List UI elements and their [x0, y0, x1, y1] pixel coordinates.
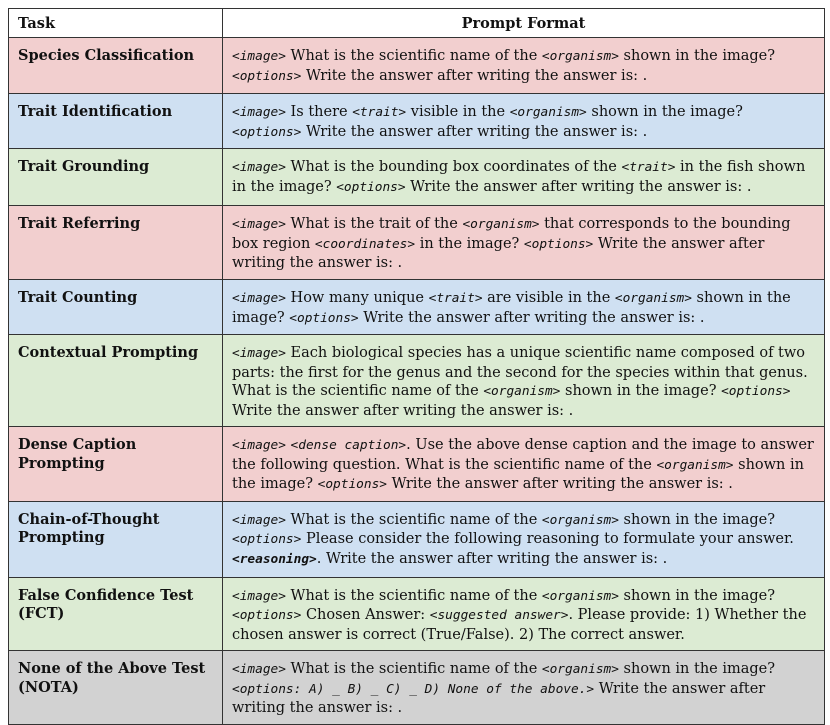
prompt-text: Write the answer after writing the answer is: . [232, 235, 765, 271]
prompt-template [223, 651, 825, 725]
prompt-text: What is the scientific name of the [285, 48, 542, 64]
placeholder-token: <organism> [483, 384, 561, 399]
placeholder-token: <trait> [428, 291, 483, 306]
table-row [9, 280, 825, 335]
task-name: Contextual Prompting [9, 335, 223, 427]
prompt-text: Write the answer after writing the answer is: . [358, 309, 705, 326]
table-header-row [9, 9, 825, 38]
prompt-text: are visible in the [482, 290, 615, 306]
prompt-template [223, 280, 825, 335]
placeholder-token: <options> [317, 477, 387, 492]
prompt-text: shown in the image? [618, 48, 776, 64]
prompt-text: . Use the above dense caption and the image to answer the following question. What is the scientific name of the [232, 437, 814, 473]
prompt-text: shown in the image? [232, 456, 804, 492]
task-name: Trait Identification [9, 94, 223, 149]
prompt-text: Write the answer after writing the answer is: . [301, 123, 648, 140]
prompt-text: Please consider the following reasoning to formulate your answer. [301, 531, 794, 547]
task-column-header: Task [9, 9, 223, 38]
prompt-template [223, 577, 825, 651]
placeholder-token: <image> [232, 105, 286, 120]
table-row [9, 501, 825, 577]
table-row [9, 94, 825, 149]
placeholder-token: <organism> [541, 49, 619, 64]
placeholder-token: <options> [232, 68, 302, 84]
placeholder-token: <coordinates> [314, 236, 416, 252]
prompt-text: Write the answer after writing the answer is: . [301, 67, 648, 84]
table-row [9, 335, 825, 427]
prompt-text: that corresponds to the bounding box region [232, 216, 791, 252]
prompt-template [223, 501, 825, 577]
placeholder-token: <trait> [621, 160, 676, 175]
placeholder-token: <image> [232, 160, 286, 175]
placeholder-token: <image> [232, 662, 286, 677]
table-row [9, 427, 825, 502]
placeholder-token: <trait> [352, 105, 407, 120]
prompt-text: Write the answer after writing the answer is: . [405, 178, 752, 195]
table-row [9, 149, 825, 206]
placeholder-token: <image> [232, 217, 286, 232]
table-row [9, 206, 825, 280]
table-row [9, 651, 825, 725]
placeholder-token: <options> [289, 310, 359, 326]
prompt-text: Is there [285, 104, 353, 120]
placeholder-token: <organism> [541, 588, 619, 604]
prompt-text: Write the answer after writing the answer is: . [232, 680, 766, 716]
task-name: Trait Referring [9, 206, 223, 280]
prompt-text: shown in the image? [618, 511, 776, 528]
placeholder-token: <organism> [541, 512, 619, 528]
prompt-text: Write the answer after writing the answer is: . [386, 476, 733, 492]
placeholder-token: <organism> [656, 457, 734, 473]
prompt-text: How many unique [285, 290, 429, 306]
prompt-text: Each biological species has a unique scientific name composed of two parts: the first for the genus and the second for the species within that genus. What is the scientific name of the [232, 345, 808, 399]
prompt-format-table [8, 8, 825, 725]
prompt-template [223, 427, 825, 502]
prompt-text: . Please provide: 1) Whether the chosen answer is correct (True/False). 2) The correct answer. [232, 607, 807, 643]
placeholder-token: <image> [232, 346, 286, 361]
task-name: None of the Above Test (NOTA) [9, 651, 223, 725]
prompt-template [223, 38, 825, 94]
task-name: Trait Counting [9, 280, 223, 335]
placeholder-token: <organism> [614, 291, 692, 306]
prompt-format-column-header: Prompt Format [223, 9, 825, 38]
placeholder-token: <suggested answer> [429, 608, 569, 623]
table-row [9, 38, 825, 94]
placeholder-token: <options> [721, 384, 791, 399]
placeholder-token: <organism> [462, 217, 540, 232]
prompt-text: visible in the [406, 104, 510, 120]
prompt-text: shown in the image? [586, 104, 743, 120]
placeholder-token: <image> [232, 291, 286, 306]
prompt-template [223, 335, 825, 427]
task-name: Species Classification [9, 38, 223, 94]
prompt-text: shown in the image? [618, 587, 776, 604]
task-name: Dense Caption Prompting [9, 427, 223, 502]
prompt-text: shown in the image? [618, 661, 776, 677]
task-name: False Confidence Test (FCT) [9, 577, 223, 651]
placeholder-token: <image> [232, 512, 286, 528]
prompt-template [223, 206, 825, 280]
prompt-template [223, 149, 825, 206]
placeholder-token: <options> [232, 124, 302, 140]
prompt-text: . Write the answer after writing the answer is: . [316, 550, 668, 567]
task-name: Chain-of-Thought Prompting [9, 501, 223, 577]
placeholder-token: <image> [232, 49, 286, 64]
prompt-template [223, 94, 825, 149]
placeholder-token: <options> [232, 532, 302, 547]
prompt-text: What is the scientific name of the [285, 587, 542, 604]
prompt-text: What is the trait of the [285, 216, 463, 232]
table-row [9, 577, 825, 651]
prompt-text: What is the bounding box coordinates of the [285, 159, 622, 175]
placeholder-token: <organism> [509, 105, 587, 120]
placeholder-token: <options> [232, 608, 302, 623]
placeholder-token: <options> [523, 236, 594, 252]
placeholder-token: <reasoning> [232, 551, 317, 567]
prompt-text: Chosen Answer: [301, 607, 430, 623]
prompt-text: shown in the image? [560, 383, 722, 399]
task-name: Trait Grounding [9, 149, 223, 206]
prompt-text: Write the answer after writing the answer is: . [232, 402, 574, 419]
placeholder-token: <dense caption> [290, 438, 407, 453]
placeholder-token: <options> [336, 179, 406, 195]
placeholder-token: <options: A) _ B) _ C) _ D) None of the above.> [232, 681, 595, 697]
placeholder-token: <image> [232, 438, 286, 453]
placeholder-token: <image> [232, 588, 286, 604]
prompt-text: in the image? [415, 235, 524, 252]
prompt-text: in the fish shown in the image? [232, 159, 806, 195]
prompt-text: What is the scientific name of the [285, 661, 542, 677]
prompt-text: What is the scientific name of the [285, 511, 542, 528]
placeholder-token: <organism> [541, 662, 619, 677]
prompt-text: shown in the image? [232, 290, 791, 326]
